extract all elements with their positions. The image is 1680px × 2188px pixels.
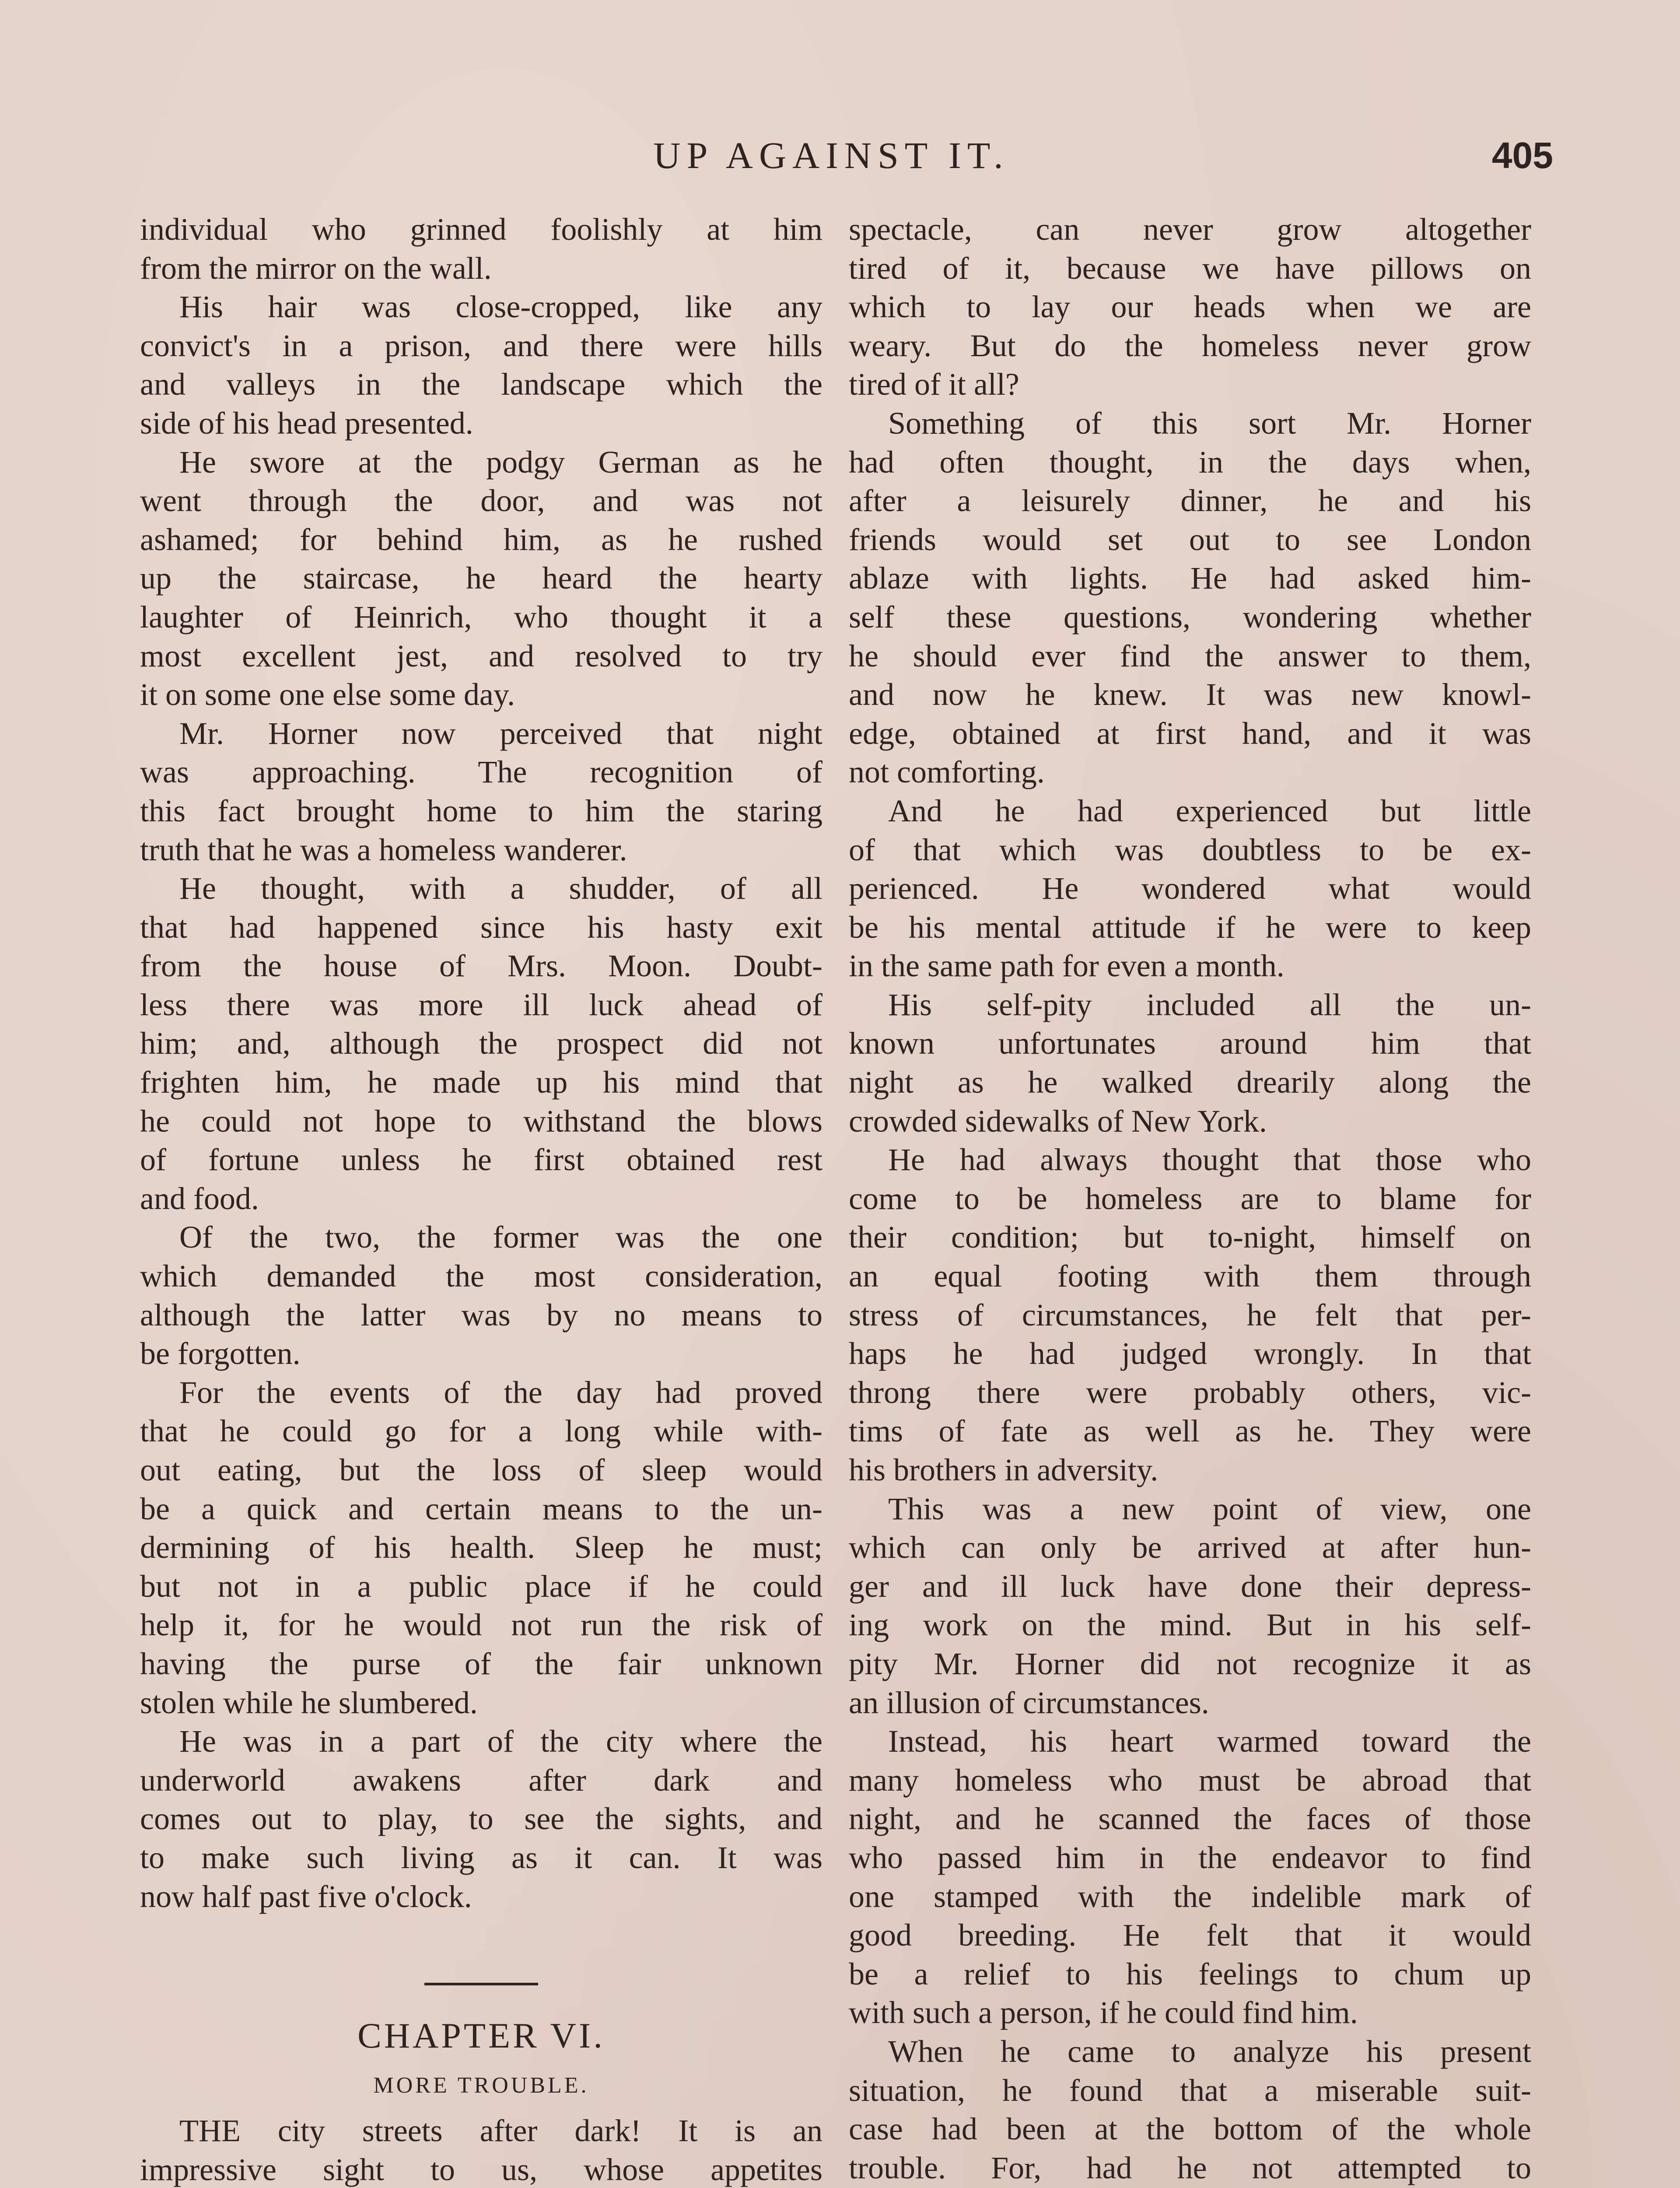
text-line: perienced. He wondered what would bbox=[849, 871, 1531, 906]
text-line: out eating, but the loss of sleep would bbox=[140, 1452, 822, 1487]
page-number: 405 bbox=[1491, 135, 1553, 176]
text-line: When he came to analyze his present bbox=[888, 2034, 1531, 2069]
text-line: although the latter was by no means to bbox=[140, 1297, 822, 1332]
text-line: which to lay our heads when we are bbox=[849, 289, 1531, 325]
page-header bbox=[0, 131, 1680, 179]
text-line: truth that he was a homeless wanderer. bbox=[140, 832, 627, 867]
text-line: night, and he scanned the faces of those bbox=[849, 1801, 1531, 1837]
text-line: known unfortunates around him that bbox=[849, 1026, 1531, 1061]
text-line: one stamped with the indelible mark of bbox=[849, 1879, 1531, 1914]
text-line: convict's in a prison, and there were hills bbox=[140, 328, 822, 363]
text-line: an equal footing with them through bbox=[849, 1259, 1531, 1294]
text-line: and valleys in the landscape which the bbox=[140, 367, 822, 402]
text-line: many homeless who must be abroad that bbox=[849, 1762, 1531, 1798]
text-line: comes out to play, to see the sights, and bbox=[140, 1801, 822, 1837]
text-line: And he had experienced but little bbox=[888, 793, 1531, 828]
text-line: from the mirror on the wall. bbox=[140, 250, 492, 286]
text-line: Instead, his heart warmed toward the bbox=[888, 1724, 1531, 1759]
text-line: to make such living as it can. It was bbox=[140, 1840, 822, 1875]
text-line: him; and, although the prospect did not bbox=[140, 1026, 822, 1061]
text-line: frighten him, he made up his mind that bbox=[140, 1065, 822, 1100]
text-line: had often thought, in the days when, bbox=[849, 444, 1531, 480]
text-line: This was a new point of view, one bbox=[888, 1491, 1531, 1526]
text-line: stress of circumstances, he felt that per- bbox=[849, 1297, 1531, 1332]
text-line: Of the two, the former was the one bbox=[179, 1220, 822, 1255]
text-line: underworld awakens after dark and bbox=[140, 1762, 822, 1798]
text-line: night as he walked drearily along the bbox=[849, 1065, 1531, 1100]
text-line: His hair was close-cropped, like any bbox=[179, 289, 822, 325]
text-line: from the house of Mrs. Moon. Doubt- bbox=[140, 948, 822, 984]
text-line: tired of it, because we have pillows on bbox=[849, 250, 1531, 286]
text-line: He was in a part of the city where the bbox=[179, 1724, 822, 1759]
text-line: and food. bbox=[140, 1181, 259, 1216]
text-line: of fortune unless he first obtained rest bbox=[140, 1142, 822, 1178]
text-line: situation, he found that a miserable suit- bbox=[849, 2072, 1531, 2108]
text-line: good breeding. He felt that it would bbox=[849, 1918, 1531, 1953]
text-line: which demanded the most consideration, bbox=[140, 1259, 822, 1294]
text-line: in the same path for even a month. bbox=[849, 948, 1284, 984]
left-column bbox=[140, 210, 822, 2188]
text-line: be his mental attitude if he were to keep bbox=[849, 909, 1531, 945]
text-line: his brothers in adversity. bbox=[849, 1452, 1158, 1487]
text-line: be forgotten. bbox=[140, 1336, 301, 1371]
text-line: of that which was doubtless to be ex- bbox=[849, 832, 1531, 867]
text-line: individual who grinned foolishly at him bbox=[140, 212, 822, 247]
text-line: ashamed; for behind him, as he rushed bbox=[140, 522, 822, 557]
text-line: edge, obtained at first hand, and it was bbox=[849, 715, 1531, 751]
text-line: impressive sight to us, whose appetites bbox=[140, 2152, 822, 2187]
text-line: crowded sidewalks of New York. bbox=[849, 1103, 1267, 1139]
text-line: side of his head presented. bbox=[140, 405, 473, 441]
text-line: be a relief to his feelings to chum up bbox=[849, 1956, 1531, 1992]
text-line: that had happened since his hasty exit bbox=[140, 909, 822, 945]
text-line: this fact brought home to him the staring bbox=[140, 793, 822, 828]
running-head: UP AGAINST IT. bbox=[653, 134, 1009, 176]
text-line: THE city streets after dark! It is an bbox=[179, 2113, 822, 2149]
text-line: be a quick and certain means to the un- bbox=[140, 1491, 822, 1526]
text-line: but not in a public place if he could bbox=[140, 1568, 822, 1604]
text-line: come to be homeless are to blame for bbox=[849, 1181, 1531, 1216]
text-line: it on some one else some day. bbox=[140, 677, 515, 712]
text-line: weary. But do the homeless never grow bbox=[849, 328, 1531, 363]
text-line: help it, for he would not run the risk of bbox=[140, 1607, 822, 1643]
text-line: with such a person, if he could find him. bbox=[849, 1995, 1358, 2030]
chapter-title: CHAPTER VI. bbox=[357, 2016, 605, 2056]
text-line: now half past five o'clock. bbox=[140, 1879, 472, 1914]
text-line: ing work on the mind. But in his self- bbox=[849, 1607, 1531, 1643]
right-column bbox=[849, 210, 1531, 2188]
text-line: dermining of his health. Sleep he must; bbox=[140, 1530, 822, 1565]
text-line: he should ever find the answer to them, bbox=[849, 638, 1531, 673]
text-line: he could not hope to withstand the blows bbox=[140, 1103, 822, 1139]
text-line: ger and ill luck have done their depress- bbox=[849, 1568, 1531, 1604]
text-line: that he could go for a long while with- bbox=[140, 1413, 822, 1449]
text-line: and now he knew. It was new knowl- bbox=[849, 677, 1531, 712]
text-line: He swore at the podgy German as he bbox=[179, 444, 822, 480]
text-line: tims of fate as well as he. They were bbox=[849, 1413, 1531, 1449]
text-line: laughter of Heinrich, who thought it a bbox=[140, 599, 822, 635]
text-line: tired of it all? bbox=[849, 367, 1019, 402]
text-line: Something of this sort Mr. Horner bbox=[888, 405, 1531, 441]
text-line: after a leisurely dinner, he and his bbox=[849, 483, 1531, 519]
text-line: He had always thought that those who bbox=[888, 1142, 1531, 1178]
text-line: haps he had judged wrongly. In that bbox=[849, 1336, 1531, 1371]
chapter-subtitle: MORE TROUBLE. bbox=[373, 2073, 589, 2098]
text-line: most excellent jest, and resolved to try bbox=[140, 638, 822, 673]
text-line: stolen while he slumbered. bbox=[140, 1685, 478, 1720]
text-line: was approaching. The recognition of bbox=[140, 754, 822, 790]
text-line: having the purse of the fair unknown bbox=[140, 1646, 822, 1681]
chapter-divider-rule bbox=[424, 1983, 538, 1985]
text-line: His self-pity included all the un- bbox=[888, 987, 1531, 1022]
text-line: pity Mr. Horner did not recognize it as bbox=[849, 1646, 1531, 1681]
text-line: their condition; but to-night, himself on bbox=[849, 1220, 1531, 1255]
text-line: less there was more ill luck ahead of bbox=[140, 987, 822, 1022]
text-line: For the events of the day had proved bbox=[179, 1375, 822, 1410]
text-line: friends would set out to see London bbox=[849, 522, 1531, 557]
text-line: trouble. For, had he not attempted to bbox=[849, 2150, 1531, 2185]
text-line: who passed him in the endeavor to find bbox=[849, 1840, 1531, 1875]
text-line: spectacle, can never grow altogether bbox=[849, 212, 1531, 247]
text-line: not comforting. bbox=[849, 754, 1045, 790]
text-line: ablaze with lights. He had asked him- bbox=[849, 561, 1531, 596]
text-line: an illusion of circumstances. bbox=[849, 1685, 1209, 1720]
text-line: Mr. Horner now perceived that night bbox=[179, 715, 822, 751]
text-line: He thought, with a shudder, of all bbox=[179, 871, 822, 906]
text-line: went through the door, and was not bbox=[140, 483, 822, 519]
text-line: up the staircase, he heard the hearty bbox=[140, 561, 822, 596]
text-line: case had been at the bottom of the whole bbox=[849, 2111, 1531, 2147]
text-line: throng there were probably others, vic- bbox=[849, 1375, 1531, 1410]
text-line: which can only be arrived at after hun- bbox=[849, 1530, 1531, 1565]
text-line: self these questions, wondering whether bbox=[849, 599, 1531, 635]
